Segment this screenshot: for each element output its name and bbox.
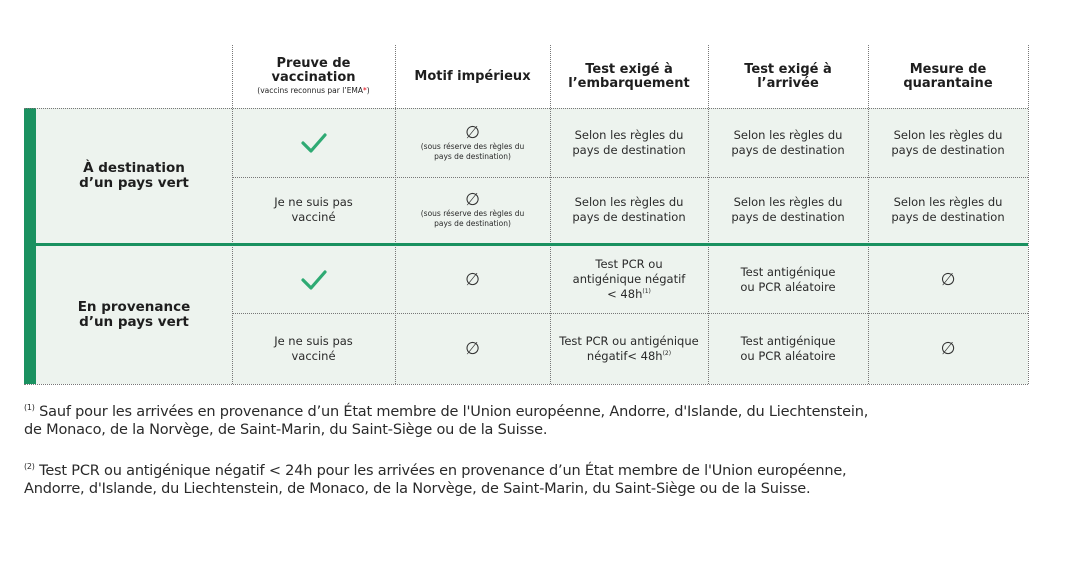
- text-line1: Test PCR ou antigénique: [559, 333, 699, 348]
- text-line1: Test antigénique: [740, 333, 836, 348]
- subtitle-text: (vaccins reconnus par l’EMA: [257, 86, 364, 95]
- text-line1: Selon les règles du: [733, 195, 843, 209]
- text-line2: pays de destination: [731, 210, 845, 224]
- header-motif-title: Motif impérieux: [414, 68, 531, 84]
- text-line2: antigénique négatif: [572, 272, 686, 286]
- footnote-line2: de Monaco, de la Norvège, de Saint-Marin, du Saint-Siège ou de la Suisse.: [24, 422, 548, 438]
- cell-test-embarquement: [550, 177, 708, 243]
- text-line1: Test PCR ou: [595, 257, 663, 271]
- note-line1: (sous réserve des règles du: [420, 209, 525, 218]
- footnote-ref-1: (1): [642, 288, 651, 296]
- text-line2: [587, 349, 671, 364]
- footnote-mark: (1): [24, 403, 35, 413]
- group-label-line1: À destination: [83, 159, 185, 176]
- grid-line: [395, 45, 396, 384]
- grid-line: [232, 45, 233, 384]
- group-label-line2: d’un pays vert: [79, 174, 189, 191]
- cell-test-embarquement: [550, 246, 708, 313]
- cell-test-embarquement: [550, 313, 708, 384]
- group-separator: [36, 243, 1028, 246]
- text-line1: Test antigénique: [740, 264, 836, 279]
- grid-line: [550, 45, 551, 384]
- text-line2: pays de destination: [891, 210, 1005, 224]
- cell-vaccination-unvaccinated: [232, 313, 395, 384]
- cell-test-arrivee: [708, 108, 868, 177]
- footnote-line1: [24, 403, 1054, 421]
- header-vaccination-line2: vaccination: [271, 70, 356, 85]
- grid-line: [232, 313, 1028, 314]
- green-side-bar: [24, 108, 36, 384]
- header-quarantaine: [868, 45, 1028, 108]
- text-line2: pays de destination: [891, 142, 1005, 157]
- text-line2: pays de destination: [572, 142, 686, 157]
- empty-set-icon: ∅: [465, 338, 480, 359]
- header-line1: Test exigé à: [585, 61, 673, 77]
- grid-line: [232, 177, 1028, 178]
- cell-quarantaine: [868, 177, 1028, 243]
- text-line2: pays de destination: [572, 210, 686, 224]
- check-icon: [301, 132, 327, 154]
- empty-set-icon: ∅: [465, 190, 480, 210]
- note-line2: pays de destination): [434, 151, 511, 161]
- text-line2: vacciné: [291, 348, 336, 363]
- footnote-1: [24, 403, 1054, 439]
- group-label-destination: [36, 108, 232, 243]
- group-label-line2: d’un pays vert: [79, 314, 189, 330]
- text-line1: Selon les règles du: [733, 127, 843, 142]
- note-line2: pays de destination): [434, 219, 511, 228]
- empty-set-icon: ∅: [465, 122, 480, 143]
- group-label-line1: En provenance: [77, 299, 191, 315]
- cell-quarantaine: [868, 246, 1028, 313]
- grid-line: [708, 45, 709, 384]
- cell-motif: [395, 177, 550, 243]
- cell-motif: [395, 246, 550, 313]
- header-vaccination-subtitle: [257, 86, 369, 96]
- footnote-text: Test PCR ou antigénique négatif < 24h pour les arrivées en provenance d’un État membre de l'Union européenne,: [34, 463, 847, 479]
- header-line2: quarantaine: [903, 75, 993, 91]
- empty-set-icon: ∅: [465, 269, 480, 290]
- cell-test-arrivee: [708, 177, 868, 243]
- cell-quarantaine: [868, 108, 1028, 177]
- footnote-line1: [24, 462, 1054, 480]
- group-label-provenance: [36, 246, 232, 384]
- text-line1: Selon les règles du: [893, 195, 1003, 209]
- footnote-line2: Andorre, d'Islande, du Liechtenstein, de Monaco, de la Norvège, de Saint-Marin, du Saint-Siège ou de la Suisse.: [24, 481, 811, 497]
- text-value: négatif< 48h: [586, 348, 663, 363]
- cell-quarantaine: [868, 313, 1028, 384]
- cell-vaccination-unvaccinated: [232, 177, 395, 243]
- asterisk-mark: *: [363, 86, 367, 95]
- text-line1: Selon les règles du: [574, 195, 684, 209]
- header-line2: l’embarquement: [568, 75, 690, 91]
- header-vaccination: [232, 45, 395, 108]
- text-line2: pays de destination: [731, 142, 845, 157]
- footnote-mark: (2): [24, 462, 35, 472]
- cell-vaccination-vaccinated: [232, 246, 395, 313]
- text-line1: Je ne suis pas: [274, 195, 353, 209]
- header-test-arrivee: [708, 45, 868, 108]
- header-motif: [395, 45, 550, 108]
- cell-test-embarquement: [550, 108, 708, 177]
- text-value: < 48h: [607, 287, 643, 301]
- header-test-embarquement: [550, 45, 708, 108]
- text-line2: vacciné: [291, 210, 336, 224]
- footnote-ref-2: (2): [662, 349, 672, 357]
- cell-test-arrivee: [708, 313, 868, 384]
- header-vaccination-line1: Preuve de: [276, 56, 351, 71]
- cell-test-arrivee: [708, 246, 868, 313]
- text-line3: [607, 287, 651, 302]
- grid-line: [1028, 45, 1029, 384]
- text-line2: ou PCR aléatoire: [740, 279, 836, 294]
- empty-set-icon: ∅: [940, 338, 956, 359]
- cell-motif: [395, 313, 550, 384]
- header-line2: l’arrivée: [757, 75, 819, 91]
- text-line1: Je ne suis pas: [274, 333, 353, 348]
- text-line1: Selon les règles du: [574, 127, 684, 142]
- grid-line: [868, 45, 869, 384]
- footnote-2: [24, 462, 1054, 498]
- footnote-text: Sauf pour les arrivées en provenance d’un État membre de l'Union européenne, Andorre, d'Islande, du Liechtenstein,: [34, 404, 869, 420]
- header-line1: Test exigé à: [744, 61, 832, 77]
- cell-vaccination-vaccinated: [232, 108, 395, 177]
- note-line1: (sous réserve des règles du: [420, 141, 525, 151]
- text-line2: ou PCR aléatoire: [740, 348, 836, 363]
- grid-line: [24, 384, 1028, 385]
- empty-set-icon: ∅: [940, 269, 956, 290]
- text-line1: Selon les règles du: [893, 127, 1003, 142]
- cell-motif: [395, 108, 550, 177]
- check-icon: [301, 269, 327, 291]
- grid-line: [24, 108, 1028, 109]
- subtitle-end: ): [366, 86, 370, 95]
- header-line1: Mesure de: [909, 61, 987, 77]
